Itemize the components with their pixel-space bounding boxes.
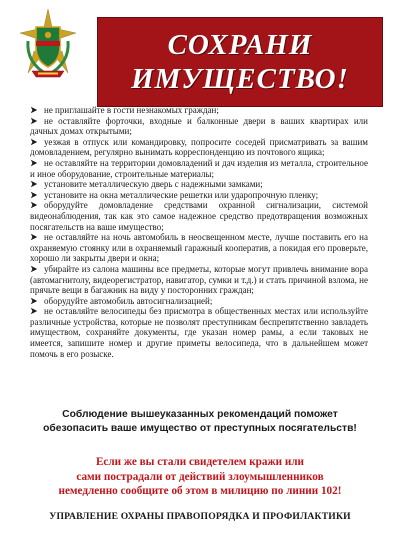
warning-line-3: немедленно сообщите об этом в милицию по линии 102! — [58, 485, 342, 497]
arrow-bullet-icon — [30, 201, 38, 209]
tips-list — [30, 105, 368, 359]
list-item — [30, 137, 368, 158]
list-item — [30, 190, 368, 201]
tip-text: не оставляйте форточки, входные и балконные двери в ваших квартирах или дачных домах открытыми; — [30, 115, 368, 137]
tip-text: установите на окна металлические решетки или ударопрочную пленку; — [44, 189, 319, 200]
warning-line-2: сами пострадали от действий злоумышленников — [76, 470, 324, 483]
list-item — [30, 179, 368, 190]
list-item — [30, 264, 368, 296]
advice-line-2: обезопасить ваше имущество от преступных посягательств! — [43, 423, 357, 434]
title-line-2: ИМУЩЕСТВО! — [131, 63, 349, 95]
arrow-bullet-icon — [30, 159, 38, 167]
tip-text: убирайте из салона машины все предметы, которые могут привлечь внимание вора (автомагнитолу, видеорегистратор, навигатор, сумки и т.д.) и стать причиной взлома, не прячьте вещи в багажник на виду у посторонних граждан; — [30, 263, 368, 296]
police-emblem-icon — [18, 7, 78, 83]
warning-line-1: Если же вы стали свидетелем кражи или — [95, 456, 305, 468]
tip-text: не оставляйте на ночь автомобиль в неосвещенном месте, лучше поставить его на охраняемую стоянку или в охраняемый гаражный кооператив, а покидая его проверьте, хорошо ли закрыты двери и окна; — [30, 232, 368, 264]
list-item — [30, 116, 368, 137]
arrow-bullet-icon — [30, 138, 38, 146]
advice-block — [30, 408, 370, 436]
title-banner — [97, 17, 383, 107]
arrow-bullet-icon — [30, 233, 38, 241]
warning-block — [30, 455, 370, 499]
list-item — [30, 306, 368, 359]
arrow-bullet-icon — [30, 106, 38, 114]
tip-text: не оставляйте велосипеды без присмотра в общественных местах или используйте различные устройства, которые не позволят преступникам беспрепятственно завладеть имуществом, сохраняйте документы, где указан номер рамы, а если таковых не имеется, запишите номер и другие приметы велосипеда, что в дальнейшем может помочь в его розыске. — [30, 306, 368, 359]
footer-org: УПРАВЛЕНИЕ ОХРАНЫ ПРАВОПОРЯДКА И ПРОФИЛАКТИКИ — [49, 511, 351, 522]
tip-text: уезжая в отпуск или командировку, попросите соседей присматривать за вашим домовладением, регулярно вынимать корреспонденцию из почтового ящика; — [30, 136, 368, 158]
title-line-1: СОХРАНИ — [167, 29, 313, 61]
tip-text: не приглашайте в гости незнакомых граждан; — [44, 105, 219, 115]
tip-text: оборудуйте автомобиль автосигнализацией; — [44, 295, 213, 306]
list-item — [30, 200, 368, 232]
arrow-bullet-icon — [30, 117, 38, 125]
arrow-bullet-icon — [30, 307, 38, 315]
list-item — [30, 158, 368, 179]
arrow-bullet-icon — [30, 297, 38, 305]
advice-line-1: Соблюдение вышеуказанных рекомендаций поможет — [62, 409, 338, 420]
arrow-bullet-icon — [30, 180, 38, 188]
tip-text: оборудуйте домовладение средствами охранной сигнализации, системой видеонаблюдения, так как это самое надежное средство предотвращения возможных посягательств на ваше имущество; — [30, 200, 368, 232]
list-item — [30, 105, 368, 116]
tip-text: не оставляйте на территории домовладений и дач изделия из металла, строительное и иное оборудование, строительные материалы; — [30, 157, 368, 179]
tip-text: установите металлическую дверь с надежными замками; — [44, 179, 263, 190]
list-item — [30, 296, 368, 307]
arrow-bullet-icon — [30, 191, 38, 199]
list-item — [30, 232, 368, 264]
arrow-bullet-icon — [30, 265, 38, 273]
